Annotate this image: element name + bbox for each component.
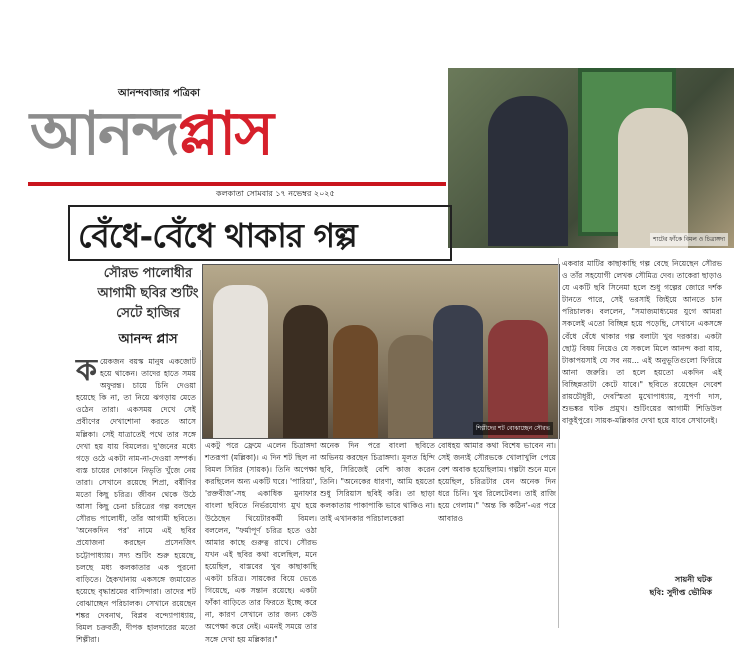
dateline: কলকাতা সোমবার ১৭ নভেম্বর ২০২৫ [216,189,335,198]
article-column-5: একবার মাটির কাছাকাছি গল্প বেছে নিয়েছেন সৌরভ ও তাঁর সহযোগী লেখক সৌমিত্র দেব। তাকেরা ছাড়াও যে একটি ছবি সিনেমা হলে শুধু গল্পের জোরে দর্শক টানতে পারে, সেই ভরসাই জিইয়ে আনতে চান পরিচালক। বললেন, "সমাজমাধ্যমের যুগে আমরা সকলেই এতো বিচ্ছিন্ন হয়ে পড়েছি, সেখানে একসঙ্গে বেঁধে বেঁধে থাকার গল্প বলাটা খুব দরকার। একটা ছোট্ট বিষয় নিয়েও যে সকলে মিলে আনন্দ করা যায়, টাকাপয়সাই যে সব নয়... এই অনুভূতিগুলো ফিরিয়ে আনা জরুরি। তা হলে হয়তো একদিন এই বিচ্ছিন্নতাটা কেটে যাবে।" ছবিতে রয়েছেন দেবেশ রায়চৌধুরী, দেবস্মিতা মুখোপাধ্যায়, সুপর্ণা দাস, শুভঙ্কর ঘটক প্রমুখ। শুটিংয়ের আগামী শিডিউল বাকুইপুরে। সায়ক-মল্লিকার দেখা হয়ে যাবে সেখানেই। [562,259,722,426]
masthead-rule [28,182,446,186]
column-divider [200,350,201,620]
logo-part-anando: আনন্দ [30,99,178,169]
article-dropcap: ক [76,353,97,388]
article-column-1 [76,353,196,645]
byline-author: সায়নী ঘটক [674,575,712,584]
photo-figure-man [488,96,568,246]
column-divider [558,258,559,628]
photo-figure-actor [333,325,378,438]
photo-figure-woman [618,108,688,248]
article-column-3: অনেক দিন পরে বাংলা ছবিতে অভিনয় করছেন চিত্রাঙ্গদা। মূলত হিন্দি ছবি, সিরিজেই বেশি কাজ করেন তিনি। "অনেকের ধারণা, আমি হয়তো শুধু সিরিয়াস ছবিই করি। তা ছাড়া কলকাতায় পাকাপাকি ভাবে থাকিও না। তাই এখানকার পরিচালকেরা [320,441,436,523]
publisher-name: আনন্দবাজার পত্রিকা [118,88,200,99]
cover-photo [448,68,734,248]
photo-figure-actor [283,305,328,438]
supplement-logo [30,88,272,188]
story-photo [202,264,560,439]
photo-figure-actor [488,320,548,438]
photo-figure-director [213,285,268,438]
story-photo-caption: শিল্পীদের শট বোঝাচ্ছেন সৌরভ [473,422,553,435]
byline-photographer: ছবি: সুদীপ্ত ভৌমিক [649,588,712,597]
article-subhead-label: আনন্দ প্লাস [118,332,178,347]
cover-photo-caption: শাটের ফাঁকে বিমল ও চিত্রাঙ্গদা [650,233,728,246]
photo-figure-actor [433,305,483,438]
article-column-2: একটু পরে ফ্রেমে এলেন চিত্রাঙ্গদা শতরূপা (মল্লিকা)। এ দিন শট ছিল না বিমল সিরির (সায়ক)। তিনি অপেক্ষা করছিলেন অন্য একটি ঘরে। 'পারিয়া', 'রক্তবীজ'-সহ একাধিক মুনাফার বাংলা ছবিতে নির্ভরযোগ্য মুখ হয়ে উঠেছেন থিয়েটারকর্মী বিমল। বললেন, "ফর্মাপূর্ণ চরিত্র হতে ওঠা আমার কাছে গুরুত্ব রাখে। সৌরভ যখন এই ছবির কথা বলেছিল, মনে হয়েছিল, বাস্তবের খুব কাছাকাছি একটা চরিত্র। সায়কের বিয়ে ভেঙে গিয়েছে, এক সন্তান রয়েছে। একটা ফাঁকা বাড়িতে তার ফিরতে ইচ্ছে করে না, কারণ সেখানে তার জন্য কেউ অপেক্ষা করে নেই। এমনই সময়ে তার সঙ্গে দেখা হয় মল্লিকার।" [205,441,317,644]
logo-part-plus: প্লাস [177,99,272,169]
article-headline: বেঁধে-বেঁধে থাকার গল্প [78,216,357,255]
byline [562,573,712,599]
article-subhead: সৌরভ পালোধীর আগামী ছবির শুটিং সেটে হাজির [97,266,199,321]
photo-figure-actor [388,335,438,438]
article-column-1-text: য়েকজন বয়স্ক মানুষ একজোট হয়ে থাকেন। তাদের হাতে সময় অফুরন্ত। চায়ে চিনি দেওয়া হয়েছে কি না, তা নিয়ে ঝগড়ায় মেতে ওঠেন তারা। একসময় দেখে সেই প্রবীণের দেখাশোনা করতে আসে মল্লিকা। সেই যাত্রাতেই পথে তার সঙ্গে দেখা হয় যায় বিমলের। দু'জনের মধ্যে গড়ে ওঠে একটা নাম-না-দেওয়া সম্পর্ক। ব্যস্ত চায়ের দোকানে নিভৃতি খুঁজে নেয় তারা। সেখানে রয়েছে শিপ্রা, বর্ষীণির মতো কিছু চরিত্র। জীবন থেকে উঠে আসা কিছু চেনা চরিত্রের গল্প বলছেন সৌরভ পালোধী, তাঁর আগামী ছবিতে। 'অনেকদিন পর' নামে এই ছবির প্রযোজনা করছেন প্রসেনজিৎ চট্টোপাধ্যায়। সদ্য শুটিং শুরু হয়েছে, চলছে মধ্য কলকাতার এক পুরনো বাড়িতে। হৈকখানায় একসঙ্গে জমায়েত হয়েছে বৃদ্ধাশ্রমের বাসিন্দারা। তাদের শট বোঝাচ্ছেন পরিচালক। সেখানে রয়েছেন শঙ্কর দেবনাথ, বিপ্লব বন্দ্যোপাধ্যায়, বিমল চক্রবর্তী, দীপক হালদারের মতো শিল্পীরা। [76,357,196,645]
article-column-4: বোধহয় আমার কথা বিশেষ ভাবেন না। সেই জন্যই সৌরভকে খোলাখুলি পেয়ে বেশ অবাক হয়েছিলাম। গল্পটা শুনে মনে হয়েছিল, চরিত্রটার যেন অনেক দিন ধরে চিনি। খুব রিলেটেবল। তাই রাজি হয়ে গেলাম।" 'অন্ত কি কঠিন'-এর পরে আবারও [438,441,556,523]
